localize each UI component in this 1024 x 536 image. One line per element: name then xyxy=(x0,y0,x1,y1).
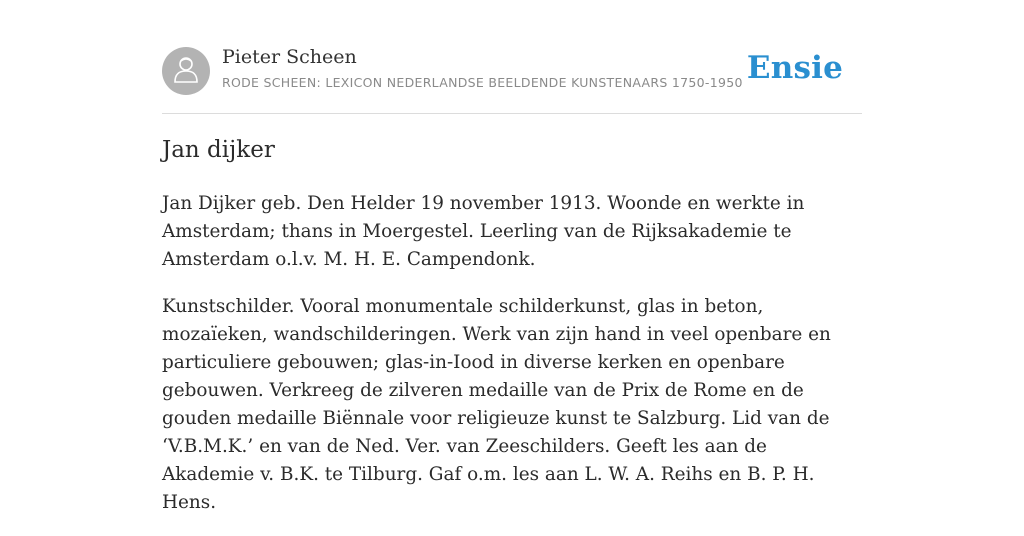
page xyxy=(162,0,862,513)
paragraph-1: Jan Dijker geb. Den Helder 19 november 1913. Woonde en werkte in Amsterdam; thans in Moergestel. Leerling van de Rijksakademie te Amsterdam o.l.v. M. H. E. Campendonk. xyxy=(162,193,805,270)
article-body xyxy=(162,190,862,536)
ensie-logo[interactable]: Ensie xyxy=(746,50,843,86)
avatar[interactable] xyxy=(162,47,210,95)
author-name[interactable]: Pieter Scheen xyxy=(222,46,357,68)
source-label[interactable]: RODE SCHEEN: LEXICON NEDERLANDSE BEELDENDE KUNSTENAARS 1750-1950 xyxy=(222,75,743,90)
page-title: Jan dijker xyxy=(162,137,275,163)
paragraph-2: Kunstschilder. Vooral monumentale schilderkunst, glas in beton, mozaïeken, wandschilderingen. Werk van zijn hand in veel openbare en particuliere gebouwen; glas-in-Iood in diverse kerken en openbare gebouwen. Verkreeg de zilveren medaille van de Prix de Rome en de gouden medaille Biënnale voor religieuze kunst te Salzburg. Lid van de ‘V.B.M.K.’ en van de Ned. Ver. van Zeeschilders. Geeft les aan de Akademie v. B.K. te Tilburg. Gaf o.m. les aan L. W. A. Reihs en B. P. H. Hens. xyxy=(162,296,831,513)
user-icon xyxy=(173,55,199,87)
header xyxy=(162,0,862,114)
